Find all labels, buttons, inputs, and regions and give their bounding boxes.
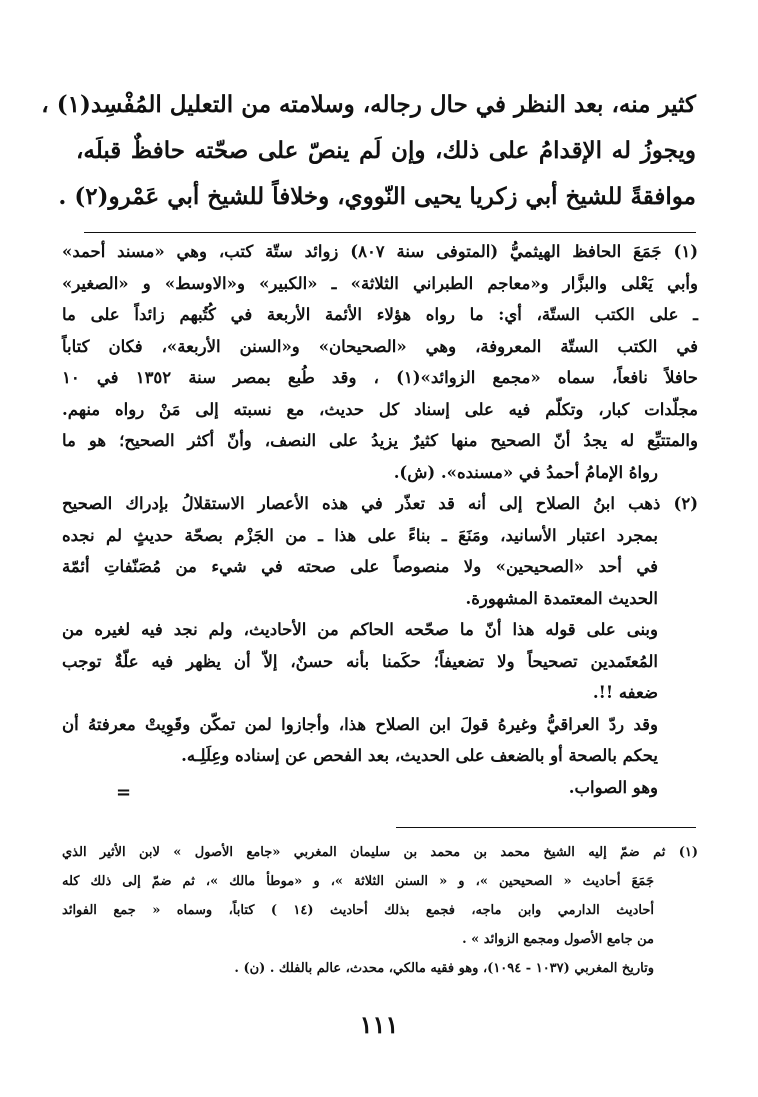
footnote-2-paragraph <box>62 709 698 804</box>
page-number: ١١١ <box>359 1010 399 1039</box>
continuation-mark: = <box>116 782 132 803</box>
footnote-line: (١) جَمَعَ الحافظ الهيثميُّ (المتوفى سنة ٨٠٧) زوائد ستّة كتب، وهي «مسند أحمد» <box>62 242 698 261</box>
footnote-2-paragraph <box>62 614 698 709</box>
footnote-line: (٢) ذهب ابنُ الصلاح إلى أنه قد تعذّر في هذه الأعصار الاستقلالُ بإدراك الصحيح <box>62 494 698 513</box>
footnote-separator-secondary <box>396 827 696 828</box>
footnote-line: في الكتب الستّة المعروفة، وهي «الصحيحان» و«السنن الأربعة»، فكان كتاباً <box>62 336 698 356</box>
footnote-secondary-1 <box>62 838 698 954</box>
footnote-2 <box>62 488 698 614</box>
main-text-line: ويجوزُ له الإقدامُ على ذلك، وإن لَم ينصّ على صحّته حافظٌ قبلَه، <box>76 137 696 164</box>
footnote-line: المُعتَمدين تصحيحاً ولا تضعيفاً؛ حكَمنا بأنه حسنٌ، إلاّ أن يظهر فيه علّةٌ توجب <box>62 651 658 671</box>
footnote-line: وتاريخ المغربي (١٠٣٧ - ١٠٩٤)، وهو فقيه مالكي، محدث، عالم بالفلك . (ن) . <box>234 961 654 976</box>
footnote-secondary-2 <box>62 954 698 983</box>
footnote-line: ـ على الكتب الستّة، أي: ما رواه هؤلاء الأئمة الأربعة في كُتُبهم زائداً على ما <box>62 305 698 324</box>
footnote-line: ضعفه !!. <box>592 683 658 702</box>
footnote-line: وقد ردّ العراقيُّ وغيرهُ قولَ ابن الصلاح هذا، وأجازوا لمن تمكّن وقَوِيتْ معرفتهُ أن <box>62 714 658 734</box>
footnote-line: وأبي يَعْلى والبزَّار و«معاجم الطبراني الثلاثة» ـ «الكبير» و«الاوسط» و «الصغير» <box>62 273 698 293</box>
footnote-1 <box>62 236 698 488</box>
footnote-line: جَمَعَ أحاديث « الصحيحين »، و « السنن الثلاثة »، و «موطأ مالك »، ثم ضمّ إلى ذلك كله <box>62 874 654 889</box>
main-text-line: كثير منه، بعد النظر في حال رجاله، وسلامته من التعليل المُفْسِد(١) ، <box>41 91 696 118</box>
footnotes-primary <box>62 236 698 803</box>
footnote-line: الحديث المعتمدة المشهورة. <box>465 588 658 608</box>
footnote-line: وبنى على قوله هذا أنّ ما صحّحه الحاكم من الأحاديث، ولم نجد فيه لغيره من <box>62 620 658 639</box>
footnote-line: حافلاً نافعاً، سماه «مجمع الزوائد»(١) ، وقد طُبع بمصر سنة ١٣٥٢ في ١٠ <box>62 368 698 387</box>
footnote-line: والمتتبِّع له يجدُ أنّ الصحيح منها كثيرٌ يزيدُ على النصف، وأنّ أكثر الصحيح؛ هو ما <box>62 431 698 450</box>
main-text-line: موافقةً للشيخ أبي زكريا يحيى النّووي، وخلافاً للشيخ أبي عَمْرو(٢) . <box>58 183 696 210</box>
footnote-line: في أحد «الصحيحين» ولا منصوصاً على صحته في شيء من مُصَنّفاتِ أئمّة <box>62 557 658 576</box>
footnote-line: من جامع الأصول ومجمع الزوائد » . <box>462 932 654 947</box>
footnotes-secondary <box>62 838 698 983</box>
footnote-line: بمجرد اعتبار الأسانيد، ومَنَعَ ـ بناءً على هذا ـ من الجَزْم بصحّة حديثٍ لم نجده <box>62 525 658 545</box>
footnote-line: رواهُ الإمامُ أحمدُ في «مسنده». (ش). <box>393 462 658 482</box>
footnote-separator <box>84 232 696 233</box>
footnote-line: وهو الصواب. <box>568 777 658 797</box>
footnote-line: يحكم بالصحة أو بالضعف على الحديث، بعد الفحص عن إسناده وعِلَلِـه. <box>181 746 658 765</box>
footnote-line: (١) ثم ضمّ إليه الشيخ محمد بن محمد بن سليمان المغربي «جامع الأصول » لابن الأثير الذي <box>62 845 698 860</box>
main-text <box>41 82 696 220</box>
footnote-line: أحاديث الدارمي وابن ماجه، فجمع بذلك أحاديث (١٤ ) كتاباً، وسماه « جمع الفوائد <box>62 903 654 918</box>
footnote-line: مجلّدات كبار، وتكلّم فيه على إسناد كل حديث، مع نسبته إلى مَنْ رواه منهم. <box>62 399 698 419</box>
